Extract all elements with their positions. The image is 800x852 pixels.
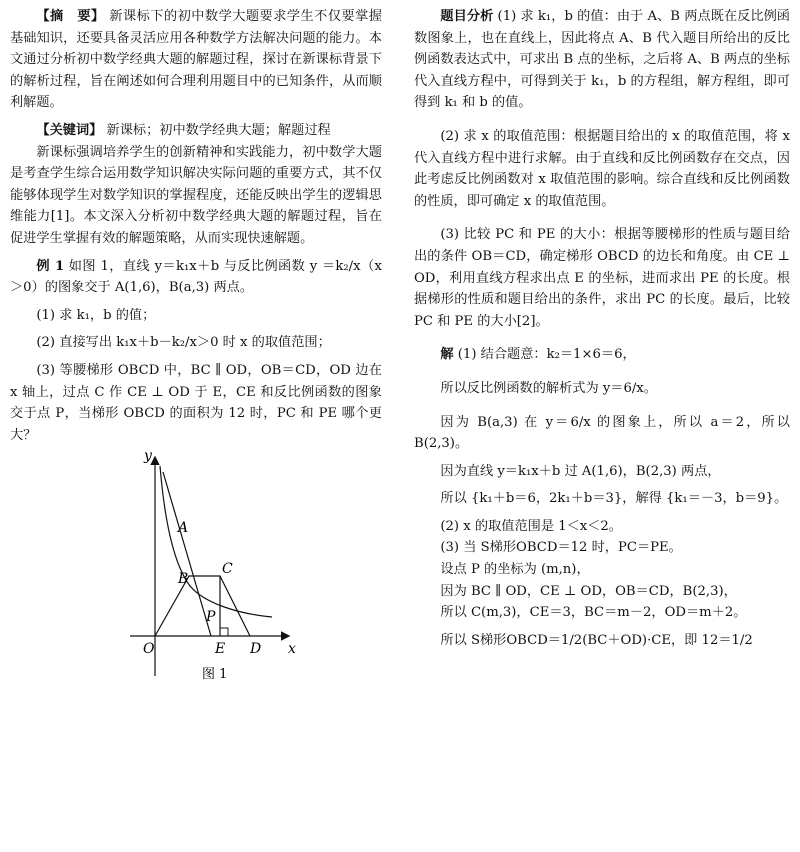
solution-step-7: (3) 当 S梯形OBCD＝12 时，PC＝PE。 <box>440 540 682 556</box>
label-c: C <box>222 561 233 578</box>
analysis-paragraph-1 <box>414 6 790 114</box>
right-column <box>414 6 790 651</box>
figure-1-diagram <box>10 446 382 682</box>
question-3: (3) 等腰梯形 OBCD 中，BC ∥ OD，OB＝CD，OD 边在 x 轴上，过点 C 作 CE ⊥ OD 于 E，CE 和反比例函数的图象交于点 P，当梯形 OBCD 的面积为 12 时，PC 和 PE 哪个更大？ <box>10 362 382 443</box>
label-b: B <box>178 571 189 588</box>
label-o: O <box>143 641 155 658</box>
question-1: (1) 求 k₁，b 的值； <box>36 307 156 323</box>
label-e: E <box>215 641 226 658</box>
label-d: D <box>250 641 262 658</box>
solution-step-1-text: (1) 结合题意：k₂＝1×6＝6， <box>457 347 636 363</box>
label-a: A <box>178 520 189 537</box>
solution-step-2: 所以反比例函数的解析式为 y＝6/x。 <box>440 380 657 396</box>
solution-step-5: 所以 {k₁＋b＝6，2k₁＋b＝3}，解得 {k₁＝－3，b＝9}。 <box>440 491 788 507</box>
keywords-text: 新课标；初中数学经典大题；解题过程 <box>106 122 331 138</box>
hyperbola-curve <box>160 466 272 617</box>
example-stmt-a: 如图 1，直线 y＝k₁x＋b 与反比例函数 y <box>68 258 318 274</box>
line-ab <box>163 472 211 636</box>
figure-caption: 图 1 <box>202 667 228 683</box>
solution-step-8: 设点 P 的坐标为 (m,n)， <box>440 562 590 578</box>
solution-step-1 <box>414 344 790 366</box>
solution-step-4: 因为直线 y＝k₁x＋b 过 A(1,6)，B(2,3) 两点， <box>440 463 721 479</box>
abstract-text: 新课标下的初中数学大题要求学生不仅要掌握基础知识，还要具备灵活应用各种数学方法解决问题的能力。本文通过分析初中数学经典大题的解题过程，探讨在新课标背景下的解析过程，旨在阐述如何合理利用题目中的已知条件，从而顺利解题。 <box>10 9 382 111</box>
intro-paragraph: 新课标强调培养学生的创新精神和实践能力，初中数学大题是考查学生综合运用数学知识解决实际问题的重要方式，其不仅能够体现学生对数学知识的掌握程度，还能反映出学生的逻辑思维能力[1]。本文深入分析初中数学经典大题的解题过程，旨在促进学生掌握有效的解题策略，从而实现快速解题。 <box>10 144 382 246</box>
analysis-label: 题目分析 <box>440 9 494 24</box>
solution-step-6: (2) x 的取值范围是 1＜x＜2。 <box>440 518 622 534</box>
solution-label: 解 <box>440 347 454 363</box>
example-label: 例 1 <box>36 258 65 274</box>
keywords-label: 【关键词】 <box>36 122 103 138</box>
solution-step-3: 因为 B(a,3) 在 y＝6/x 的图象上，所以 a＝2，所以 B(2,3)。 <box>414 414 790 452</box>
solution-step-11: 所以 S梯形OBCD＝1/2(BC＋OD)·CE，即 12＝1/2 <box>440 632 753 648</box>
label-x: x <box>288 641 296 658</box>
example-stmt-b: ＝k₂/x（x＞0）的图象交于 A(1,6)，B(a,3) 两点。 <box>10 258 382 296</box>
right-angle-mark <box>220 628 228 636</box>
example-statement <box>10 256 382 299</box>
label-p: P <box>206 609 216 626</box>
label-y: y <box>144 448 152 465</box>
analysis-1-text: (1) 求 k₁，b 的值：由于 A、B 两点既在反比例函数图象上，也在直线上，因此将点 A、B 代入题目所给出的反比例函数表达式中，可求出 B 点的坐标，之后将 A、B 两点的坐标代入直线方程中，可得到关于 k₁，b 的方程组，解方程组，即可得到 k₁ 和 b 的值。 <box>414 9 790 111</box>
abstract-label: 【摘 要】 <box>36 9 105 24</box>
keywords-paragraph <box>10 120 382 142</box>
question-2: (2) 直接写出 k₁x＋b－k₂/x＞0 时 x 的取值范围； <box>36 335 331 351</box>
abstract-paragraph <box>10 6 382 114</box>
solution-step-9: 因为 BC ∥ OD，CE ⊥ OD，OB＝CD，B(2,3)， <box>440 583 737 599</box>
analysis-paragraph-3: (3) 比较 PC 和 PE 的大小：根据等腰梯形的性质与题目给出的条件 OB＝CD，确定梯形 OBCD 的边长和角度。由 CE ⊥ OD，利用直线方程求出点 E 的坐标，进而求出 PE 的长度。根据梯形的性质和题目给出的条件，求出 PC 的长度。最后，比较 PC 和 PE 的大小[2]。 <box>414 227 790 329</box>
solution-step-10: 所以 C(m,3)，CE＝3，BC＝m－2，OD＝m＋2。 <box>440 605 747 621</box>
figure-1 <box>10 446 382 682</box>
left-column <box>10 6 382 682</box>
analysis-paragraph-2: (2) 求 x 的取值范围：根据题目给出的 x 的取值范围，将 x 代入直线方程中进行求解。由于直线和反比例函数存在交点，因此考虑反比例函数对 x 取值范围的影响。综合直线和反比例函数的性质，即可确定 x 的取值范围。 <box>414 128 790 209</box>
